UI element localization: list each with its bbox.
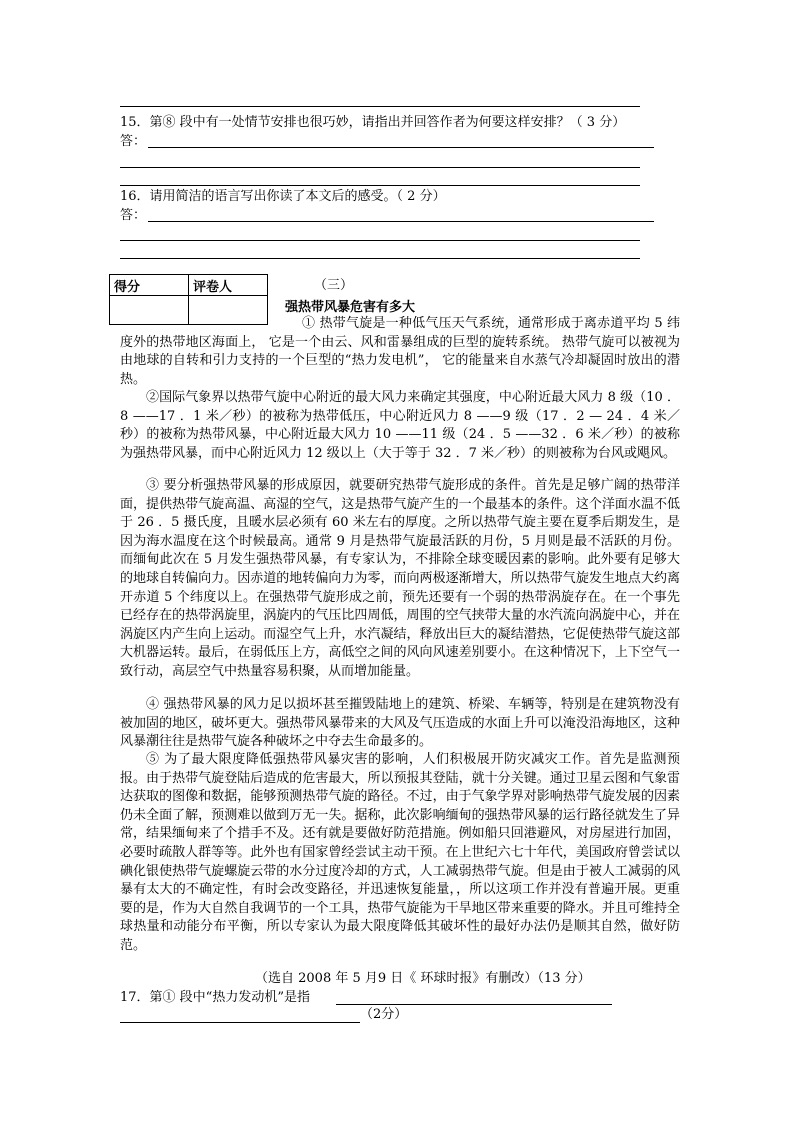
question-17: 17．第① 段中“热力发动机”是指 [120, 990, 310, 1005]
paragraph-3: ③ 要分析强热带风暴的形成原因，就要研究热带气旋形成的条件。首先是足够广阔的热带洋面，提供热带气旋高温、高湿的空气，这是热带气旋产生的一个最基本的条件。这个洋面水温不低于 26 ．5 摄氏度，且暖水层必须有 60 米左右的厚度。之所以热带气旋主要在夏季后期发生，是因为海水温度在这个时候最高。通常 9 月是热带气旋最活跃的月份，5 月则是最不活跃的月份。而缅甸此次在 5 月发生强热带风暴，有专家认为，不排除全球变暖因素的影响。此外要有足够大的地球自转偏向力。因赤道的地转偏向力为零，而向两极逐渐增大，所以热带气旋发生地点大约离开赤道 5 个纬度以上。在强热带气旋形成之前，预先还要有一个弱的热带涡旋存在。在一个事先已经存在的热带涡旋里，涡旋内的气压比四周低，周围的空气挟带大量的水汽流向涡旋中心，并在涡旋区内产生向上运动。而湿空气上升，水汽凝结，释放出巨大的凝结潜热，它促使热带气旋这部大机器运转。最后，在弱低压上方，高低空之间的风向风速差别要小。在这种情况下，上下空气一致行动，高层空气中热量容易积聚，从而增加能量。 [120, 478, 680, 679]
question-15: 15．第⑧ 段中有一处情节安排也很巧妙，请指出并回答作者为何要这样安排？（ 3 分） [120, 115, 626, 130]
question-16: 16．请用简洁的语言写出你读了本文后的感受。（ 2 分） [120, 189, 446, 204]
answer-line-17-1[interactable] [336, 1004, 612, 1005]
section-number: （三） [314, 278, 354, 293]
answer-line-15-3[interactable] [120, 185, 640, 186]
grader-header: 评卷人 [189, 275, 268, 296]
answer-label-16: 答： [120, 208, 147, 223]
paragraph-4: ④ 强热带风暴的风力足以损坏甚至摧毁陆地上的建筑、桥梁、车辆等，特别是在建筑物没有被加固的地区，破坏更大。强热带风暴带来的大风及气压造成的水面上升可以淹没沿海地区，这种风暴潮往往是热带气旋各种破坏之中夺去生命最多的。 [120, 697, 680, 750]
score-header: 得分 [110, 275, 189, 296]
question-17-points: （2分） [360, 1007, 408, 1022]
top-rule [120, 106, 640, 107]
passage-title: 强热带风暴危害有多大 [285, 300, 416, 315]
paragraph-5: ⑤ 为了最大限度降低强热带风暴灾害的影响，人们积极展开防灾减灾工作。首先是监测预报。由于热带气旋登陆后造成的危害最大，所以预报其登陆，就十分关键。通过卫星云图和气象雷达获取的图像和数据，能够预测热带气旋的路径。不过，由于气象学界对影响热带气旋发展的因素仍未全面了解，预测难以做到万无一失。据称，此次影响缅甸的强热带风暴的运行路径就发生了异常，结果缅甸来了个措手不及。还有就是要做好防范措施。例如船只回港避风，对房屋进行加固，必要时疏散人群等等。此外也有国家曾经尝试主动干预。在上世纪六七十年代，美国政府曾尝试以碘化银使热带气旋螺旋云带的水分过度冷却的方式，人工减弱热带气旋。但是由于被人工减弱的风暴有太大的不确定性，有时会改变路径，并迅速恢复能量，，所以这项工作并没有普遍开展。更重要的是，作为大自然自我调节的一个工具，热带气旋能为干旱地区带来重要的降水。并且可维持全球热量和动能分布平衡，所以专家认为最大限度降低其破坏性的最好办法仍是顺其自然，做好防范。 [120, 752, 680, 953]
answer-line-15-1[interactable] [148, 147, 654, 148]
paragraph-1: ① 热带气旋是一种低气压天气系统，通常形成于离赤道平均 5 纬度外的热带地区海面上， 它是一个由云、风和雷暴组成的巨型的旋转系统。 热带气旋可以被视为由地球的自转和引力支持的一个巨型的“热力发电机”， 它的能量来自水蒸气冷却凝固时放出的潜热。 [120, 316, 680, 387]
answer-line-16-3[interactable] [120, 258, 640, 259]
answer-line-16-1[interactable] [148, 221, 654, 222]
paragraph-2: ②国际气象界以热带气旋中心附近的最大风力来确定其强度，中心附近最大风力 8 级（10 ．8 ——17 ．1 米／秒）的被称为热带低压，中心附近风力 8 ——9 级（17 ．2 — 24 ．4 米／秒）的被称为热带风暴，中心附近最大风力 10 ——11 级（24 ．5 ——32 ．6 米／秒）的被称为强热带风暴，而中心附近风力 12 级以上（大于等于 32 ．7 米／秒）的则被称为台风或飓风。 [120, 390, 680, 461]
answer-label-15: 答： [120, 134, 147, 149]
source-citation: （选自 2008 年 5 月9 日《 环球时报》有删改）（13 分） [255, 971, 591, 986]
answer-line-17-2[interactable] [120, 1022, 360, 1023]
answer-line-16-2[interactable] [120, 240, 640, 241]
answer-line-15-2[interactable] [120, 167, 640, 168]
